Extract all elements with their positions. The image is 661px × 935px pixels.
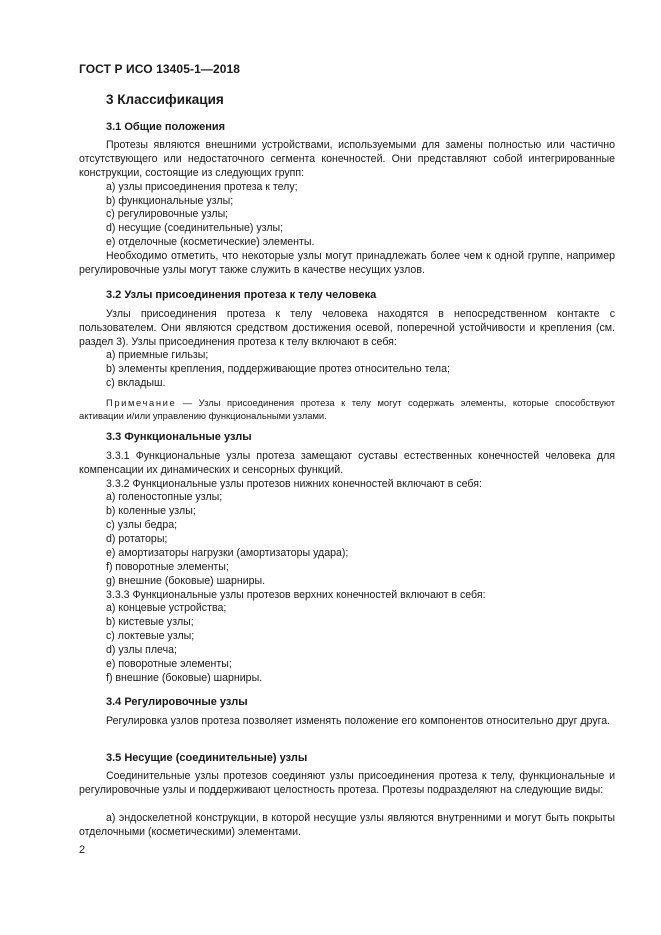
list-item: e) поворотные элементы; bbox=[106, 658, 232, 670]
list-item: b) кистевые узлы; bbox=[106, 616, 194, 628]
document-header: ГОСТ Р ИСО 13405-1—2018 bbox=[79, 62, 241, 76]
list-item: e) отделочные (косметические) элементы. bbox=[106, 236, 315, 248]
section-3-4-heading: 3.4 Регулировочные узлы bbox=[106, 696, 248, 708]
list-item: d) ротаторы; bbox=[106, 533, 168, 545]
list-item: a) голеностопные узлы; bbox=[106, 491, 223, 503]
section-3-1-paragraph: Протезы являются внешними устройствами, используемыми для замены полностью или частично отсутствующего или недостаточного сегмента конечностей. Они представляют собой интегрированные конструкции, состоящие из следующих групп: bbox=[79, 139, 615, 179]
section-3-4-paragraph: Регулировка узлов протеза позволяет изменять положение его компонентов относительно друг друга. bbox=[106, 715, 611, 727]
note-text: — Узлы присоединения протеза к телу могут содержать элементы, которые способствуют активации и/или управлению функциональными узлами. bbox=[79, 397, 615, 421]
list-item: a) приемные гильзы; bbox=[106, 349, 209, 361]
list-item: b) элементы крепления, поддерживающие протез относительно тела; bbox=[106, 363, 450, 375]
list-item: c) узлы бедра; bbox=[106, 519, 178, 531]
section-3-2-heading: 3.2 Узлы присоединения протеза к телу человека bbox=[106, 289, 377, 301]
list-item: c) локтевые узлы; bbox=[106, 630, 195, 642]
list-item: f) внешние (боковые) шарниры. bbox=[106, 672, 263, 684]
list-item: c) регулировочные узлы; bbox=[106, 208, 229, 220]
list-item: b) функциональные узлы; bbox=[106, 195, 234, 207]
note-label: Примечание bbox=[106, 397, 177, 408]
section-3-1-paragraph-2: Необходимо отметить, что некоторые узлы могут принадлежать более чем к одной группе, например регулировочные узлы могут также служить в качестве несущих узлов. bbox=[79, 250, 615, 276]
section-3-heading: 3 Классификация bbox=[106, 92, 224, 107]
list-item: g) внешние (боковые) шарниры. bbox=[106, 575, 266, 587]
section-3-5-heading: 3.5 Несущие (соединительные) узлы bbox=[106, 752, 308, 764]
section-3-3-1-paragraph: 3.3.1 Функциональные узлы протеза замещают суставы естественных конечностей человека для компенсации их динамических и сенсорных функций. bbox=[79, 450, 615, 476]
list-item: d) несущие (соединительные) узлы; bbox=[106, 222, 284, 234]
section-3-2-paragraph: Узлы присоединения протеза к телу человека находятся в непосредственном контакте с пользователем. Они являются средством достижения осевой, поперечной устойчивости и крепления (см. раздел 3). Узлы присоединения протеза к телу включают в себя: bbox=[79, 308, 615, 348]
page-number: 2 bbox=[79, 844, 86, 856]
section-3-3-3-paragraph: 3.3.3 Функциональные узлы протезов верхних конечностей включают в себя: bbox=[106, 589, 486, 601]
list-item: e) амортизаторы нагрузки (амортизаторы удара); bbox=[106, 547, 349, 559]
section-3-3-2-paragraph: 3.3.2 Функциональные узлы протезов нижних конечностей включают в себя: bbox=[106, 478, 482, 490]
list-item: f) поворотные элементы; bbox=[106, 561, 229, 573]
section-3-5-paragraph-2: a) эндоскелетной конструкции, в которой несущие узлы являются внутренними и могут быть покрыты отделочными (косметическими) элементами. bbox=[79, 812, 615, 838]
section-3-1-heading: 3.1 Общие положения bbox=[106, 121, 226, 133]
section-3-5-paragraph: Соединительные узлы протезов соединяют узлы присоединения протеза к телу, функциональные и регулировочные узлы и поддерживают целостность протеза. Протезы подразделяют на следующие виды: bbox=[79, 770, 615, 796]
section-3-3-heading: 3.3 Функциональные узлы bbox=[106, 431, 252, 443]
note bbox=[79, 396, 615, 422]
list-item: a) узлы присоединения протеза к телу; bbox=[106, 181, 298, 193]
list-item: a) концевые устройства; bbox=[106, 602, 227, 614]
list-item: b) коленные узлы; bbox=[106, 505, 196, 517]
list-item: c) вкладыш. bbox=[106, 377, 166, 389]
list-item: d) узлы плеча; bbox=[106, 644, 177, 656]
